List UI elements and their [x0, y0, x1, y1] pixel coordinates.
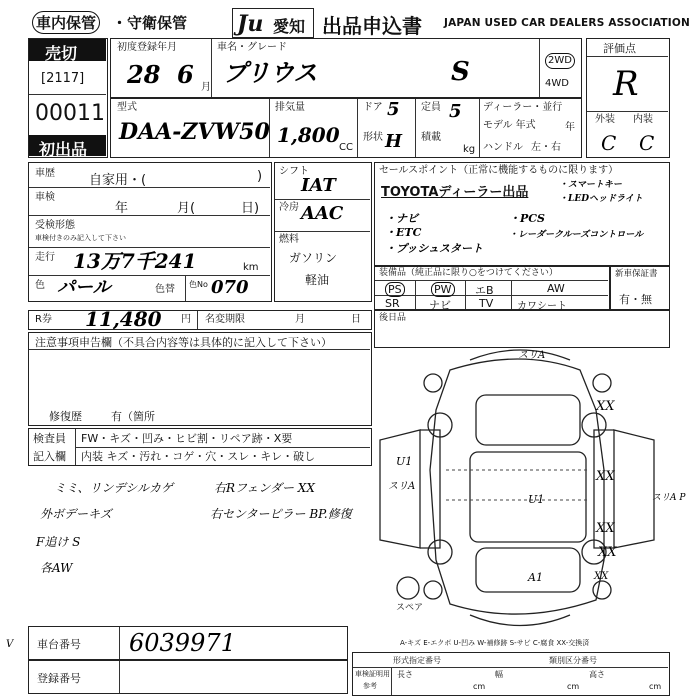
- diagram-mark-xx-5: XX: [594, 571, 609, 582]
- month-unit: 月: [201, 82, 211, 93]
- first-listing-label: 初出品: [39, 140, 88, 159]
- selling-point-6: ・PCS: [509, 212, 545, 225]
- name-grade-label: 車名・グレード: [217, 42, 287, 53]
- height-unit: cm: [649, 682, 662, 691]
- association-name: JAPAN USED CAR DEALERS ASSOCIATION: [444, 17, 690, 29]
- drive-2wd: 2WD: [545, 53, 575, 69]
- side-mark: V: [6, 639, 14, 650]
- note-line-2: 右Rフェンダー XX: [214, 481, 315, 495]
- note-line-1: ミミ、リンデシルカゲ: [54, 481, 173, 495]
- length-label: 長さ: [397, 670, 413, 679]
- diagram-label-left: U1: [396, 455, 413, 468]
- accessories-box: [374, 310, 670, 348]
- record-label: 記入欄: [33, 450, 66, 463]
- model-row-box: [110, 98, 582, 158]
- mileage-value: 13万7千241: [73, 249, 197, 273]
- chassis-box: [28, 626, 348, 660]
- equip-ps: PS: [385, 282, 405, 297]
- accessories-label: 後日品: [379, 313, 407, 323]
- ref-label: 参考: [363, 682, 377, 690]
- chassis-number: 6039971: [129, 629, 236, 657]
- diagram-label-top: スリA: [518, 350, 546, 361]
- car-name: プリウス: [223, 58, 318, 87]
- equip-navi: ナビ: [429, 299, 451, 312]
- selling-point-1: ・スマートキー: [559, 180, 622, 190]
- diagram-mark-xx-1: XX: [596, 399, 615, 414]
- name-change-month: 月: [295, 314, 305, 325]
- equip-pw: PW: [431, 282, 455, 297]
- note-line-6: 各AW: [40, 561, 73, 575]
- warranty-box: [610, 266, 670, 310]
- color-value: パール: [57, 277, 111, 298]
- selling-point-2: ・LEDヘッドライト: [559, 194, 643, 204]
- handle-value: 左・右: [531, 142, 561, 153]
- kg-unit: kg: [463, 144, 476, 155]
- top-info-box: [110, 38, 582, 98]
- equip-tv: TV: [479, 297, 494, 310]
- lot-code: [2117]: [41, 71, 85, 86]
- diagram-mark-xx-3: XX: [596, 521, 615, 536]
- type-designation-label: 形式指定番号: [393, 656, 441, 665]
- warranty-label: 新車保証書: [615, 269, 658, 279]
- syaken-day: 日): [241, 201, 260, 216]
- rating-box: [586, 38, 670, 158]
- load-label: 積載: [421, 132, 441, 143]
- fuel-diesel: 軽油: [305, 273, 330, 287]
- interior-legend: 内装 キズ・汚れ・コゲ・穴・スレ・キレ・破し: [81, 450, 316, 463]
- exterior-label: 外装: [595, 114, 615, 125]
- length-unit: cm: [473, 682, 486, 691]
- exterior-legend: FW・キズ・凹み・ヒビ割・リペア跡・X要: [81, 432, 293, 445]
- inspector-box: [28, 428, 372, 466]
- diagram-label-right: スリA P: [652, 493, 686, 503]
- selling-point-7: ・レーダークルーズコントロール: [509, 230, 644, 240]
- ju-logo: [232, 8, 314, 38]
- model-value: DAA-ZVW50: [119, 119, 270, 145]
- selling-points-label: セールスポイント（正常に機能するものに限ります）: [379, 165, 619, 176]
- first-reg-label: 初度登録年月: [117, 42, 177, 53]
- shaken-label: 車歴: [35, 168, 55, 179]
- ju-logo-text: 愛知: [273, 17, 306, 36]
- fuel-gasoline: ガソリン: [289, 251, 338, 265]
- width-unit: cm: [567, 682, 580, 691]
- equip-aw: AW: [547, 282, 565, 295]
- category-no-label: 類別区分番号: [549, 656, 597, 665]
- body-value: H: [385, 131, 403, 152]
- selling-points-box: [374, 162, 670, 266]
- selling-point-4: ・ETC: [385, 226, 422, 239]
- warranty-value: 有・無: [619, 293, 652, 306]
- yen-unit: 円: [181, 314, 191, 325]
- dimensions-box: [352, 652, 670, 696]
- displacement-label: 排気量: [275, 102, 305, 113]
- ac-label: 冷房: [279, 202, 299, 213]
- cert-label: 車検証明用: [355, 670, 390, 678]
- first-reg-year: 28: [127, 60, 161, 89]
- storage-indoor-label: 車内保管: [32, 11, 100, 34]
- dealer-label: ディーラー・並行: [483, 102, 563, 113]
- equipment-label: 装備品（純正品に限り○をつけてください）: [379, 268, 558, 278]
- selling-point-3: ・ナビ: [385, 212, 418, 225]
- shift-fuel-box: [274, 162, 372, 302]
- sold-label: 売切: [45, 44, 78, 63]
- note-line-5: F追け S: [36, 535, 81, 549]
- syaken-year: 年: [115, 201, 129, 216]
- first-reg-month: 6: [177, 60, 194, 89]
- repair-label: 修復歴: [49, 410, 82, 423]
- year-unit: 年: [565, 122, 575, 133]
- history-box: [28, 162, 272, 302]
- spare-label: スペア: [396, 603, 424, 613]
- diagram-mark-xx-2: XX: [596, 469, 615, 484]
- syaken-month: 月(: [177, 201, 196, 216]
- repair-value: 有（箇所: [111, 410, 155, 423]
- diagram-label-left-2: スリA: [388, 481, 416, 492]
- color-label: 色: [35, 280, 45, 291]
- rating-label: 評価点: [603, 42, 636, 55]
- registration-box: [28, 660, 348, 694]
- diagram-mark-a1: A1: [528, 571, 543, 584]
- diagram-mark-xx-4: XX: [598, 545, 617, 560]
- sold-label-cell: [29, 39, 106, 61]
- equip-sr: SR: [385, 297, 400, 310]
- mileage-label: 走行: [35, 252, 55, 263]
- interior-label: 内装: [633, 114, 653, 125]
- body-label: 形状: [363, 132, 383, 143]
- syaken-label: 車検: [35, 192, 55, 203]
- chassis-label: 車台番号: [37, 638, 81, 651]
- receipt-note: 車検付きのみ記入して下さい: [35, 234, 126, 242]
- interior-grade: C: [639, 131, 655, 155]
- rating-value: R: [613, 64, 639, 104]
- shaken-value: 自家用・(: [89, 173, 147, 188]
- notes-label: 注意事項申告欄（不具合内容等は具体的に記入して下さい）: [35, 336, 332, 349]
- model-label: 型式: [117, 102, 137, 113]
- lot-panel: [28, 38, 108, 158]
- receipt-label: 受検形態: [35, 220, 75, 231]
- handle-label: ハンドル: [483, 142, 523, 153]
- first-listing-cell: [29, 135, 106, 159]
- selling-point-5: ・プッシュスタート: [385, 242, 484, 255]
- displacement-value: 1,800: [277, 123, 340, 147]
- capacity-label: 定員: [421, 102, 441, 113]
- note-line-3: 外ボデーキズ: [40, 507, 112, 521]
- lot-number: 00011: [35, 101, 105, 126]
- fuel-label: 燃料: [279, 234, 299, 245]
- car-grade: S: [451, 57, 470, 87]
- shift-label: シフト: [279, 166, 309, 177]
- exterior-grade: C: [601, 131, 617, 155]
- color-no-label: 色No: [189, 280, 208, 289]
- doors-value: 5: [387, 99, 400, 120]
- diagram-label-center: U1: [528, 493, 545, 506]
- cc-unit: CC: [339, 142, 353, 153]
- registration-label: 登録番号: [37, 672, 81, 685]
- page-title: 出品申込書: [322, 14, 422, 38]
- color-no-value: 070: [211, 277, 249, 298]
- capacity-value: 5: [449, 101, 462, 122]
- name-change-label: 名変期限: [205, 314, 245, 325]
- km-unit: km: [243, 262, 259, 273]
- notes-box: [28, 332, 372, 426]
- ju-logo-mark: Ju: [237, 11, 264, 37]
- drive-4wd: 4WD: [545, 78, 569, 89]
- note-line-4: 右センターピラー BP.修復: [210, 507, 352, 521]
- name-change-day: 日: [351, 314, 361, 325]
- width-label: 幅: [495, 670, 503, 679]
- equip-eb: エB: [475, 284, 494, 297]
- doors-label: ドア: [363, 102, 383, 113]
- height-label: 高さ: [589, 670, 605, 679]
- r-ken-box: [28, 307, 372, 331]
- storage-guard-label: ・守衛保管: [112, 14, 188, 32]
- equip-seat: カワシート: [517, 301, 567, 312]
- dealer-car-note: TOYOTAディーラー出品: [381, 185, 529, 200]
- color-change-label: 色替: [155, 284, 175, 295]
- inspector-label: 検査員: [33, 432, 66, 445]
- shift-value: IAT: [301, 175, 336, 196]
- shaken-close: ): [257, 169, 263, 184]
- model-year-label: モデル 年式: [483, 120, 536, 131]
- storage-box: [28, 8, 228, 34]
- damage-legend: A-キズ E-エクボ U-凹み W-補修跡 S-サビ C-腐食 XX-交換済: [400, 639, 590, 647]
- r-ken-value: 11,480: [85, 307, 162, 331]
- r-ken-label: R券: [35, 314, 52, 325]
- ac-value: AAC: [301, 203, 344, 224]
- equipment-box: [374, 266, 610, 310]
